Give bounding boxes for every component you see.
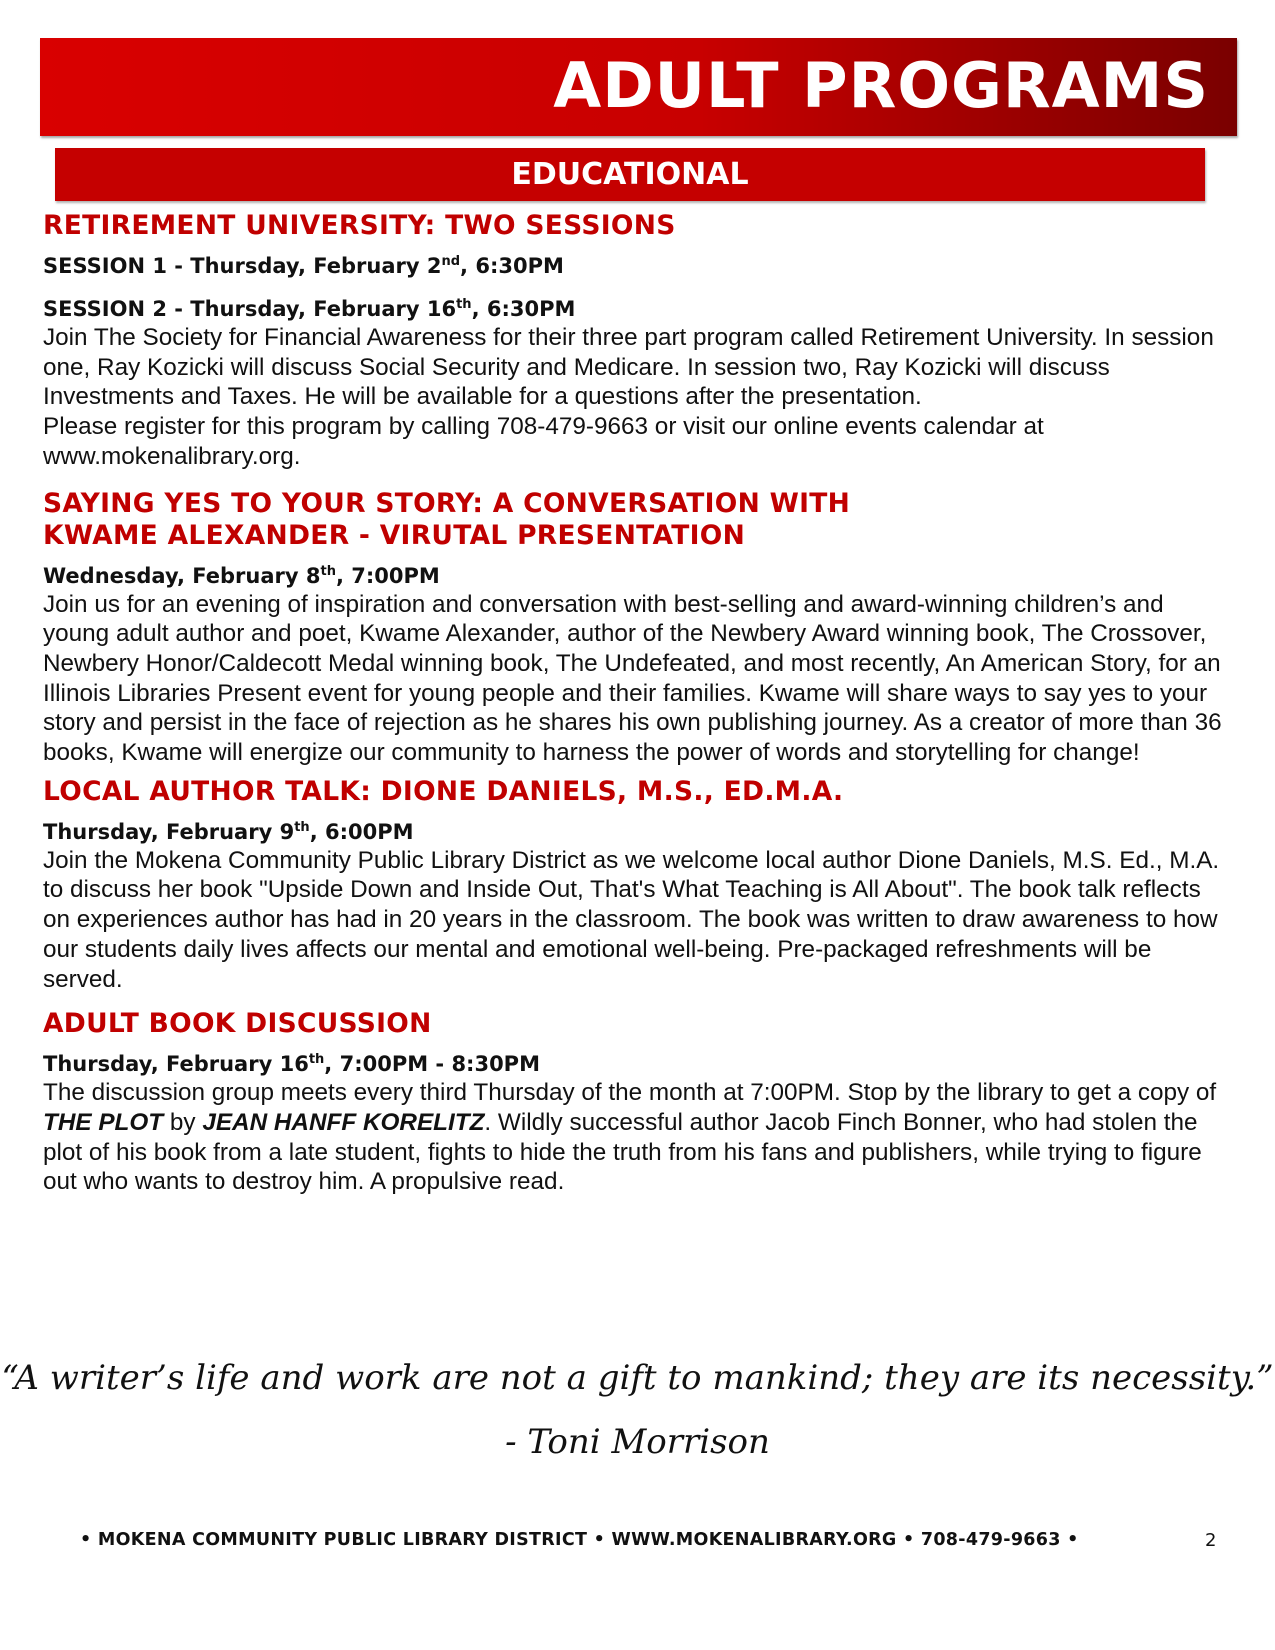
program-local-author-talk — [43, 776, 1233, 995]
program-description: Join The Society for Financial Awareness for their three part program called Retirement University. In session one, Ray Kozicki will discuss Social Security and Medicare. In session two, Ray Kozicki will discuss Investments and Taxes. He will be available for a questions after the presentation. — [43, 324, 1214, 411]
program-description: Join us for an evening of inspiration and conversation with best-selling and award-winning children’s and young adult author and poet, Kwame Alexander, author of the Newbery Award winning book, The Crossover, Newbery Honor/Caldecott Medal winning book, The Undefeated, and most recently, An American Story, for an Illinois Libraries Present event for young people and their families. Kwame will share ways to say yes to your story and persist in the face of rejection as he shares his own publishing journey. As a creator of more than 36 books, Kwame will energize our community to harness the power of words and storytelling for change! — [43, 590, 1222, 767]
description-text: The discussion group meets every third Thursday of the month at 7:00PM. Stop by the library to get a copy of — [43, 1079, 1217, 1107]
program-kwame-alexander — [43, 488, 1233, 768]
time-text: , 6:30PM — [460, 254, 564, 278]
ordinal-suffix: th — [308, 1052, 325, 1068]
quote-text: “A writer’s life and work are not a gift to mankind; they are its necessity.” — [1, 1358, 1274, 1398]
program-date — [43, 1046, 1233, 1078]
description-text: by — [163, 1108, 203, 1136]
footer-text: • MOKENA COMMUNITY PUBLIC LIBRARY DISTRICT • WWW.MOKENALIBRARY.ORG • 708-479-9663 • — [80, 1530, 1079, 1550]
time-text: , 7:00PM - 8:30PM — [324, 1052, 540, 1077]
program-list — [43, 210, 1233, 1197]
ordinal-suffix: nd — [441, 254, 461, 269]
section-bar — [55, 148, 1205, 201]
ordinal-suffix: th — [294, 819, 310, 835]
program-book-discussion — [43, 1008, 1233, 1197]
book-title: THE PLOT — [43, 1108, 164, 1136]
program-date — [43, 558, 1233, 590]
program-description: Join the Mokena Community Public Library District as we welcome local author Dione Daniels, M.S. Ed., M.A. to discuss her book "Upside Down and Inside Out, That's What Teaching is All About". The book talk reflects on experiences author has had in 20 years in the classroom. The book was written to draw awareness to how our students daily lives affects our mental and emotional well-being. Pre-packaged refreshments will be served. — [43, 846, 1220, 993]
time-text: , 6:30PM — [471, 297, 576, 321]
header-banner — [40, 38, 1237, 136]
page-title: ADULT PROGRAMS — [553, 49, 1209, 122]
time-text: , 6:00PM — [309, 819, 414, 844]
program-retirement-university — [43, 210, 1233, 472]
date-text: Thursday, February 16 — [43, 1052, 309, 1077]
date-text: Wednesday, February 8 — [43, 563, 321, 588]
program-registration: Please register for this program by calling 708-479-9663 or visit our online events calendar at www.mokenalibrary.org. — [43, 413, 1044, 470]
program-heading-line-2: KWAME ALEXANDER - VIRUTAL PRESENTATION — [43, 519, 746, 551]
program-description — [43, 1078, 1233, 1197]
ordinal-suffix: th — [320, 563, 336, 579]
page-number: 2 — [1205, 1530, 1217, 1551]
session-1-date — [43, 248, 1233, 280]
date-text: SESSION 2 - Thursday, February 16 — [43, 297, 457, 321]
date-text: Thursday, February 9 — [43, 819, 295, 844]
ordinal-suffix: th — [456, 297, 472, 312]
description-text: . Wildly successful author Jacob Finch Bonner, who had stolen the plot of his book from a late student, fights to hide the truth from his fans and publishers, while trying to figure out who wants to destroy him. A propulsive read. — [43, 1108, 1202, 1196]
date-text: SESSION 1 - Thursday, February 2 — [43, 254, 442, 278]
time-text: , 7:00PM — [336, 563, 440, 588]
program-heading: LOCAL AUTHOR TALK: DIONE DANIELS, M.S., ED.M.A. — [43, 775, 844, 807]
quote-author: - Toni Morrison — [505, 1422, 770, 1462]
program-heading: RETIREMENT UNIVERSITY: TWO SESSIONS — [43, 210, 676, 241]
book-author: JEAN HANFF KORELITZ — [202, 1108, 485, 1136]
program-date — [43, 814, 1233, 846]
section-title: EDUCATIONAL — [511, 157, 749, 192]
program-heading: ADULT BOOK DISCUSSION — [43, 1008, 432, 1040]
program-heading: SAYING YES TO YOUR STORY: A CONVERSATION WITH — [43, 487, 851, 519]
session-2-date — [43, 291, 1233, 323]
